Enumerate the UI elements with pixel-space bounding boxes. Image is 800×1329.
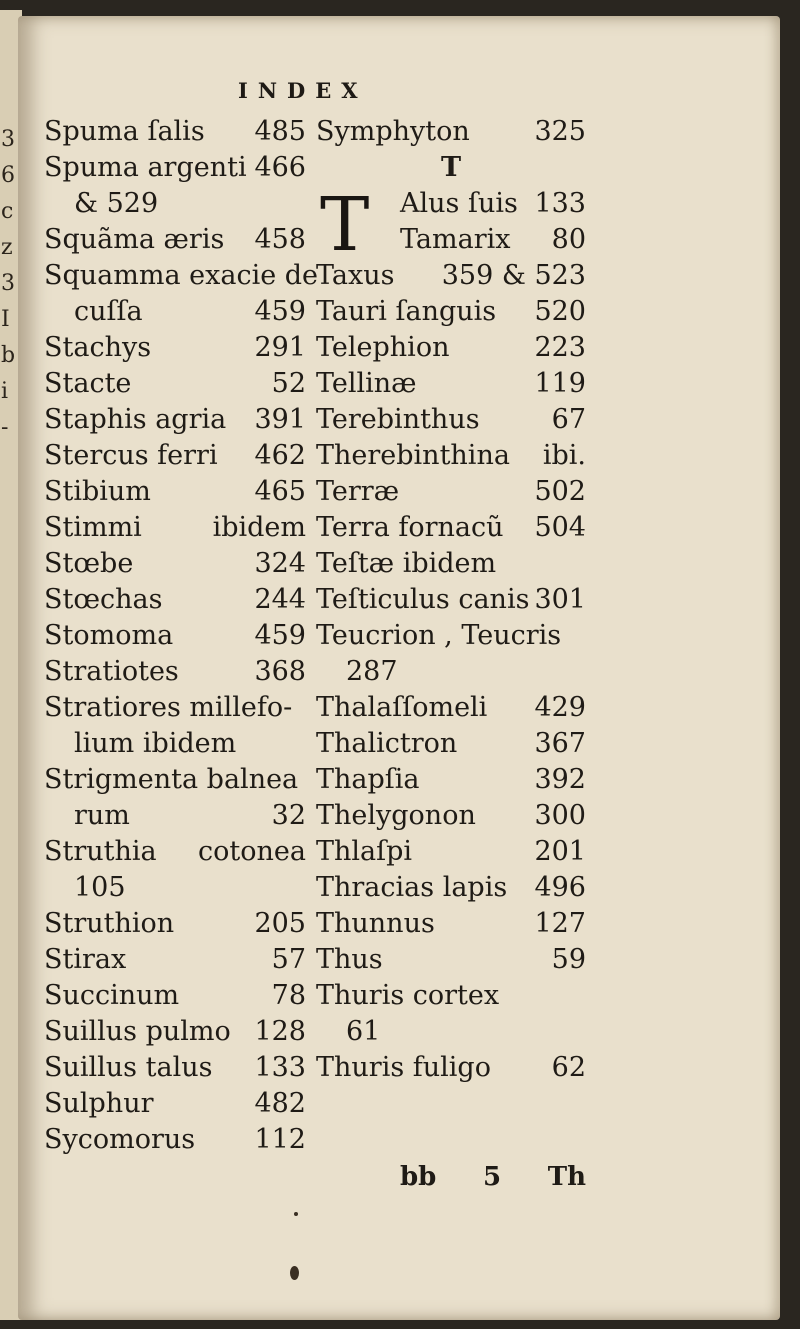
page-footer — [400, 1162, 586, 1192]
index-entry — [316, 582, 586, 618]
index-page-number: 128 — [254, 1016, 306, 1047]
index-term: Teſtæ ibidem — [316, 548, 497, 579]
index-entry — [400, 222, 586, 258]
index-term: Teucrion , Teucris — [316, 620, 562, 651]
index-page-number: 324 — [254, 548, 306, 579]
index-term: Teſticulus canis — [316, 584, 530, 615]
index-page-number: 459 — [254, 620, 306, 651]
index-page-number: 504 — [534, 512, 586, 543]
index-page-number: 391 — [254, 404, 306, 435]
index-entry — [316, 690, 586, 726]
index-entry — [316, 402, 586, 438]
index-term: Stratiores millefo- — [44, 692, 293, 723]
margin-fragment: c — [1, 199, 14, 224]
index-page-number: 325 — [534, 116, 586, 147]
index-entry — [44, 330, 306, 366]
index-entry — [44, 1122, 306, 1158]
index-term: 287 — [346, 656, 398, 687]
index-term: Stimmi — [44, 512, 142, 543]
index-entry — [44, 654, 306, 690]
index-entry — [316, 942, 586, 978]
index-page-number: 67 — [551, 404, 586, 435]
page-header: INDEX — [238, 78, 368, 103]
index-term: Squamma exacie de — [44, 260, 319, 291]
index-term: Spuma argenti — [44, 152, 247, 183]
index-entry — [316, 834, 586, 870]
index-entry — [44, 618, 306, 654]
index-term: Therebinthina — [316, 440, 510, 471]
index-term: Thuris cortex — [316, 980, 500, 1011]
index-page-number: 359 & 523 — [441, 260, 586, 291]
index-term: Tauri ſanguis — [316, 296, 497, 327]
index-entry — [44, 186, 306, 222]
index-entry — [44, 474, 306, 510]
index-entry — [44, 510, 306, 546]
index-page-number: 59 — [551, 944, 586, 975]
index-entry — [44, 114, 306, 150]
dropcap-letter: T — [320, 182, 370, 268]
index-page-number: 32 — [271, 800, 306, 831]
index-page-number: 502 — [534, 476, 586, 507]
index-page-number: 52 — [271, 368, 306, 399]
index-term: Struthion — [44, 908, 175, 939]
index-page-number: 520 — [534, 296, 586, 327]
index-entry — [44, 978, 306, 1014]
signature-mark: bb — [400, 1162, 437, 1192]
index-entry — [44, 294, 306, 330]
index-entry — [316, 618, 586, 654]
catchword: Th — [547, 1162, 586, 1192]
index-entry — [316, 1014, 586, 1050]
index-entry — [316, 726, 586, 762]
index-term: lium ibidem — [74, 728, 237, 759]
index-term: Stratiotes — [44, 656, 179, 687]
index-page-number: 78 — [271, 980, 306, 1011]
index-entry — [44, 870, 306, 906]
index-term: Squãma æris — [44, 224, 225, 255]
index-page-number: 112 — [254, 1124, 306, 1155]
index-entry — [44, 222, 306, 258]
index-entry — [44, 150, 306, 186]
index-page-number: 133 — [534, 188, 586, 219]
index-page-number: 291 — [254, 332, 306, 363]
index-term: Terra fornacũ — [316, 512, 504, 543]
index-entry — [316, 474, 586, 510]
index-page-number: 119 — [534, 368, 586, 399]
index-term: Stachys — [44, 332, 152, 363]
index-term: Thracias lapis — [316, 872, 508, 903]
index-entry — [44, 798, 306, 834]
index-term: & 529 — [74, 188, 159, 219]
index-term: Stacte — [44, 368, 132, 399]
index-term: Alus ſuis — [400, 188, 518, 219]
index-term: Stœchas — [44, 584, 163, 615]
index-entry — [44, 1086, 306, 1122]
index-page-number: 496 — [534, 872, 586, 903]
index-page-number: cotonea — [198, 836, 306, 867]
index-entry — [44, 258, 319, 294]
index-entry — [44, 1014, 306, 1050]
index-page-number: 133 — [254, 1052, 306, 1083]
index-entry — [316, 1050, 586, 1086]
index-entry — [316, 762, 586, 798]
index-term: Thunnus — [316, 908, 435, 939]
index-term: Succinum — [44, 980, 180, 1011]
index-page-number: 57 — [271, 944, 306, 975]
index-entry — [316, 870, 586, 906]
ink-spot — [290, 1266, 299, 1280]
index-page-number: 392 — [534, 764, 586, 795]
margin-fragment: 6 — [1, 163, 15, 188]
index-entry — [316, 510, 586, 546]
index-entry — [316, 906, 586, 942]
index-page-number: 485 — [254, 116, 306, 147]
index-entry — [316, 330, 586, 366]
index-page-number: ibidem — [212, 512, 306, 543]
index-term: rum — [74, 800, 130, 831]
index-entry — [44, 546, 306, 582]
index-page-number: ibi. — [542, 440, 586, 471]
index-entry — [316, 438, 586, 474]
index-term: Telephion — [316, 332, 450, 363]
index-page-number: 429 — [534, 692, 586, 723]
margin-fragment: I — [1, 307, 10, 332]
index-term: Stirax — [44, 944, 127, 975]
index-term: Stœbe — [44, 548, 134, 579]
index-term: Terræ — [316, 476, 400, 507]
index-term: Stercus ferri — [44, 440, 218, 471]
letter-heading: T — [440, 152, 462, 183]
index-term: Thelygonon — [316, 800, 476, 831]
index-entry — [316, 366, 586, 402]
index-term: Thapſia — [316, 764, 420, 795]
index-entry — [44, 1050, 306, 1086]
index-page-number: 62 — [551, 1052, 586, 1083]
index-entry — [44, 942, 306, 978]
index-term: Thus — [316, 944, 383, 975]
index-term: Struthia — [44, 836, 157, 867]
index-term: 105 — [74, 872, 126, 903]
margin-fragment: z — [1, 235, 13, 260]
index-entry — [44, 690, 306, 726]
ink-dot — [294, 1212, 298, 1216]
index-term: Thalaſſomeli — [316, 692, 488, 723]
index-entry — [316, 978, 586, 1014]
signature-number: 5 — [483, 1162, 502, 1192]
index-term: Suillus pulmo — [44, 1016, 231, 1047]
index-term: Symphyton — [316, 116, 470, 147]
index-term: Thalictron — [316, 728, 458, 759]
index-term: Terebinthus — [316, 404, 480, 435]
index-term: Stibium — [44, 476, 151, 507]
index-entry — [316, 294, 586, 330]
index-page-number: 244 — [254, 584, 306, 615]
index-term: Sulphur — [44, 1088, 154, 1119]
index-term: Staphis agria — [44, 404, 227, 435]
index-term: Spuma ſalis — [44, 116, 205, 147]
index-page-number: 458 — [254, 224, 306, 255]
index-entry — [316, 798, 586, 834]
margin-fragment: i — [1, 379, 9, 404]
index-term: Suillus talus — [44, 1052, 213, 1083]
index-entry — [44, 402, 306, 438]
index-entry — [316, 546, 586, 582]
index-page-number: 367 — [534, 728, 586, 759]
index-term: Tamarix — [400, 224, 511, 255]
index-page-number: 466 — [254, 152, 306, 183]
index-entry — [316, 114, 586, 150]
index-term: Thuris fuligo — [316, 1052, 491, 1083]
index-term: Strigmenta balnea — [44, 764, 299, 795]
index-page-number: 127 — [534, 908, 586, 939]
index-page-number: 459 — [254, 296, 306, 327]
margin-fragment: - — [1, 415, 9, 440]
left-index-column — [44, 114, 319, 1158]
index-page-number: 482 — [254, 1088, 306, 1119]
margin-fragment: b — [1, 343, 16, 368]
index-entry — [44, 438, 306, 474]
index-page-number: 300 — [534, 800, 586, 831]
margin-fragment: 3 — [1, 127, 15, 152]
index-entry — [44, 366, 306, 402]
index-term: Thlaſpi — [316, 836, 413, 867]
dropcap-block — [316, 182, 586, 268]
index-entry — [400, 186, 586, 222]
index-page-number: 80 — [551, 224, 586, 255]
index-term: Stomoma — [44, 620, 174, 651]
margin-fragment: 3 — [1, 271, 15, 296]
index-entry — [44, 762, 306, 798]
index-page-number: 465 — [254, 476, 306, 507]
index-term: Tellinæ — [316, 368, 417, 399]
right-index-column — [316, 114, 586, 1086]
index-page-number: 462 — [254, 440, 306, 471]
index-page-number: 301 — [534, 584, 586, 615]
index-entry — [316, 654, 586, 690]
index-entry — [44, 906, 306, 942]
index-page-number: 205 — [254, 908, 306, 939]
index-term: Taxus — [316, 260, 395, 291]
index-term: 61 — [346, 1016, 381, 1047]
index-page-number: 201 — [534, 836, 586, 867]
index-page-number: 223 — [534, 332, 586, 363]
index-page-number: 368 — [254, 656, 306, 687]
index-term: cuſſa — [74, 296, 143, 327]
index-term: Sycomorus — [44, 1124, 196, 1155]
index-entry — [44, 834, 306, 870]
index-entry — [44, 582, 306, 618]
index-entry — [44, 726, 306, 762]
